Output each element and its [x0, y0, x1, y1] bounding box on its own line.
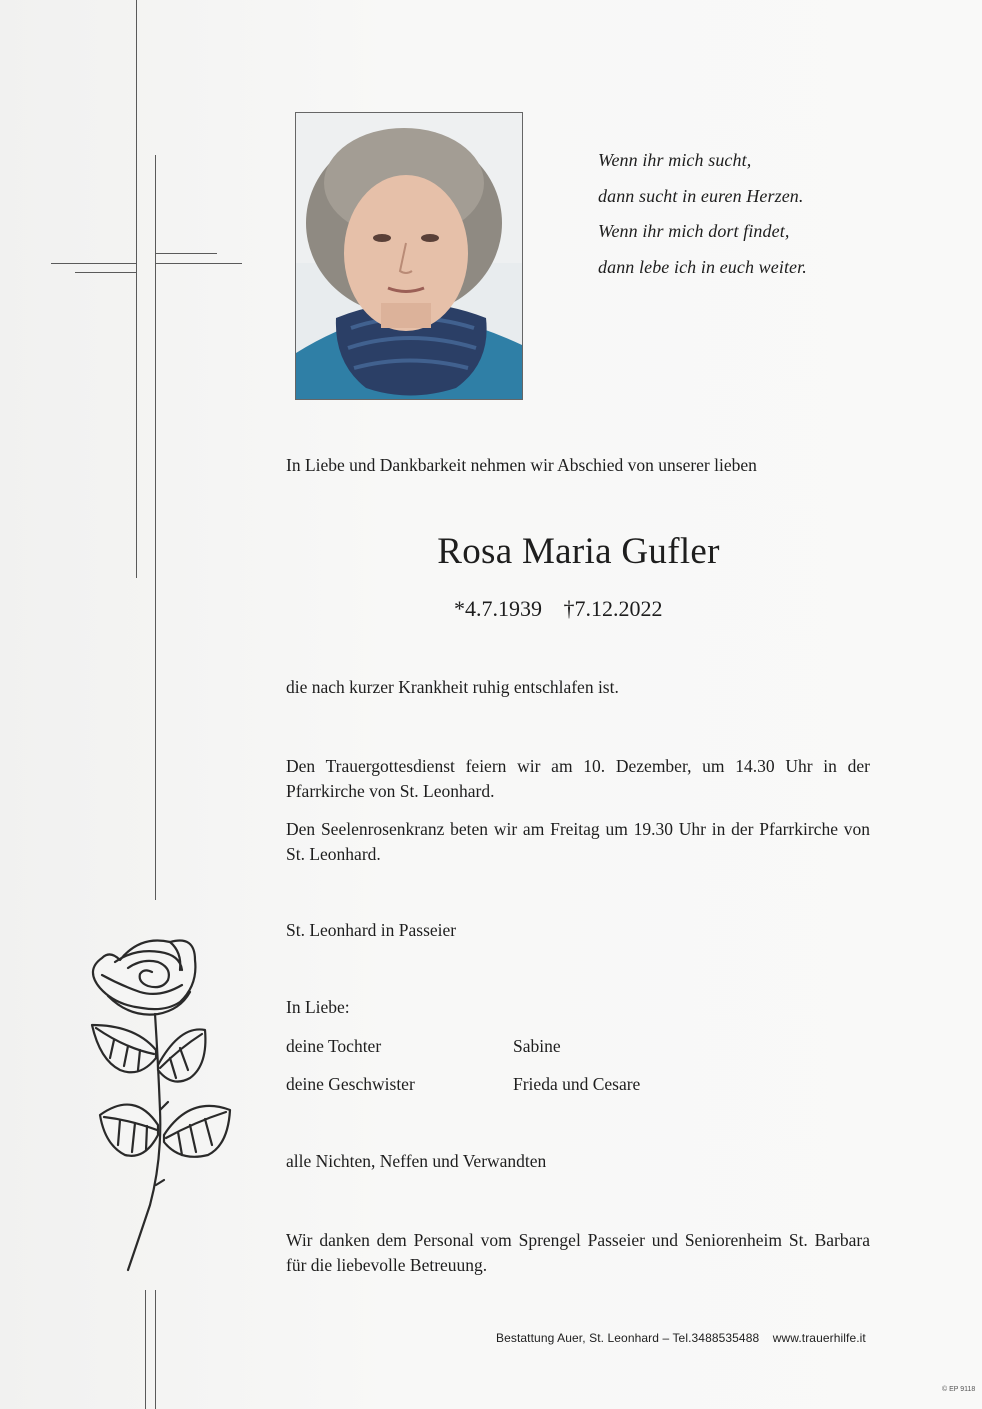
cross-line-right-vertical — [155, 155, 156, 900]
mourner-relation: deine Tochter — [286, 1036, 382, 1056]
portrait-photo — [295, 112, 523, 400]
cross-line-horizontal-left-lower — [75, 272, 137, 273]
footer — [496, 1331, 866, 1345]
rose-icon — [80, 930, 250, 1275]
cross-line-left-vertical — [136, 0, 137, 578]
website-text: www.trauerhilfe.it — [772, 1331, 866, 1345]
other-relatives-text: alle Nichten, Neffen und Verwandten — [286, 1151, 547, 1171]
cross-line-horizontal-right — [155, 263, 242, 264]
cross-line-bottom-right — [155, 1290, 156, 1409]
memorial-poem — [598, 143, 807, 285]
mourner-relation: deine Geschwister — [286, 1074, 415, 1094]
passing-text: die nach kurzer Krankheit ruhig entschlafen ist. — [286, 677, 619, 697]
poem-line: dann lebe ich in euch weiter. — [598, 256, 807, 277]
mourner-names: Sabine — [513, 1036, 561, 1056]
funeral-service-text: Den Trauergottesdienst feiern wir am 10. Dezember, um 14.30 Uhr in der Pfarrkirche von St. Leonhard. — [286, 756, 870, 801]
mourner-names: Frieda und Cesare — [513, 1074, 641, 1094]
poem-line: Wenn ihr mich dort findet, — [598, 221, 790, 241]
template-code: © EP 9118 — [942, 1386, 976, 1393]
cross-line-horizontal-left — [51, 263, 137, 264]
birth-date: *4.7.1939 — [454, 596, 542, 621]
place-text: St. Leonhard in Passeier — [286, 920, 457, 940]
thanks-text: Wir danken dem Personal vom Sprengel Passeier und Seniorenheim St. Barbara für die liebevolle Betreuung. — [286, 1230, 870, 1275]
undertaker-info: Bestattung Auer, St. Leonhard – Tel.3488535488 — [496, 1331, 760, 1345]
portrait-illustration — [296, 113, 522, 399]
deceased-name: Rosa Maria Gufler — [437, 531, 720, 572]
rosary-text: Den Seelenrosenkranz beten wir am Freitag um 19.30 Uhr in der Pfarrkirche von St. Leonhard. — [286, 819, 870, 864]
intro-text: In Liebe und Dankbarkeit nehmen wir Abschied von unserer lieben — [286, 455, 757, 475]
poem-line: dann sucht in euren Herzen. — [598, 185, 804, 206]
mourners-heading: In Liebe: — [286, 997, 350, 1017]
cross-line-bottom-left — [145, 1290, 146, 1409]
life-dates — [454, 596, 663, 622]
cross-line-horizontal-right-upper — [155, 253, 217, 254]
poem-line: Wenn ihr mich sucht, — [598, 150, 752, 170]
death-date: †7.12.2022 — [563, 596, 663, 621]
